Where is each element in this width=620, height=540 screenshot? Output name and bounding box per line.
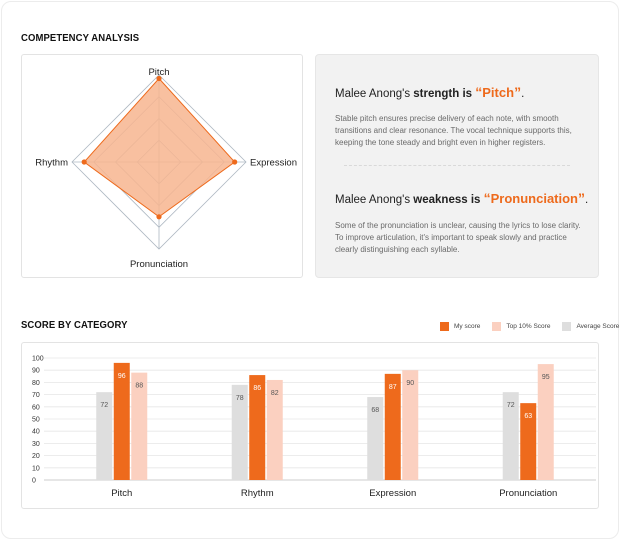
bar-value-top-10-score-rhythm: 82 [270,389,279,397]
strength-headline [335,84,524,100]
y-tick-label-80: 80 [32,379,40,387]
legend-item-top-10-score [492,322,550,331]
y-tick-label-70: 70 [32,392,40,400]
y-tick-label-10: 10 [32,465,40,473]
weakness-keyword: weakness is [413,194,484,206]
bar-group-pronunciation [503,364,554,480]
legend-label-top-10-score: Top 10% Score [506,322,551,330]
bar-value-top-10-score-expression: 90 [406,380,415,388]
legend-label-my-score: My score [454,322,481,330]
strength-open-quote: “ [475,84,483,100]
y-tick-label-0: 0 [32,477,36,485]
radar-point-expression [232,159,237,164]
weakness-open-quote: “ [483,190,491,206]
legend-swatch-top-10-score [492,322,501,331]
legend-item-average-score [562,322,619,331]
radar-chart-card [21,54,303,278]
strength-period: . [521,88,525,100]
bar-group-rhythm [232,375,283,480]
strength-description: Stable pitch ensures precise delivery of each note, with smooth transitions and clear resonance. The vocal technique supports this, keeping the tone steady and bright even in higher registers. [335,114,572,147]
radar-chart [22,55,304,279]
y-tick-label-60: 60 [32,404,40,412]
radar-label-pronunciation: Pronunciation [129,259,189,270]
x-category-label-pronunciation: Pronunciation [499,488,558,499]
bar-value-average-score-expression: 68 [371,407,380,415]
weakness-prefix: Malee Anong's [335,194,414,206]
bar-value-my-score-pitch: 96 [117,372,126,380]
bar-value-my-score-pronunciation: 63 [524,413,533,421]
bar-value-top-10-score-pitch: 88 [135,382,144,390]
radar-label-expression: Expression [250,157,297,169]
strength-highlight: Pitch [482,85,515,100]
strength-close-quote: ” [514,84,522,100]
legend-label-average-score: Average Score [576,322,620,330]
weakness-period: . [585,194,589,206]
weakness-headline [335,190,588,206]
bar-value-my-score-expression: 87 [388,383,397,391]
bar-top-10-score-pronunciation [538,364,554,480]
y-tick-label-50: 50 [32,416,40,424]
strength-keyword: strength is [413,88,476,100]
y-tick-label-40: 40 [32,428,40,436]
x-category-label-expression: Expression [369,488,417,499]
bar-group-pitch [96,363,147,480]
bar-value-average-score-pitch: 72 [100,402,109,410]
x-category-label-rhythm: Rhythm [240,488,274,499]
weakness-close-quote: ” [578,190,585,206]
radar-point-pronunciation [156,214,161,219]
y-tick-label-30: 30 [32,440,40,448]
bar-chart-card [21,342,599,509]
weakness-highlight: Pronunciation [490,191,578,206]
y-tick-label-90: 90 [32,367,40,375]
strength-prefix: Malee Anong's [335,88,414,100]
legend-swatch-average-score [562,322,571,331]
bar-value-average-score-rhythm: 78 [235,394,244,402]
legend-item-my-score [440,322,480,331]
x-category-label-pitch: Pitch [111,488,133,499]
legend-swatch-my-score [440,322,449,331]
competency-analysis-title: COMPETENCY ANALYSIS [21,32,140,45]
bar-value-my-score-rhythm: 86 [253,385,262,393]
chart-legend [440,320,619,332]
y-tick-label-20: 20 [32,453,40,461]
score-by-category-title: SCORE BY CATEGORY [21,319,128,332]
radar-label-pitch: Pitch [148,67,170,78]
bar-chart [22,343,600,510]
weakness-description: Some of the pronunciation is unclear, causing the lyrics to lose clarity. To improve articulation, it's important to speak slowly and practice clearly distinguishing each syllable. [335,221,581,254]
analysis-card [315,54,599,278]
radar-label-rhythm: Rhythm [35,157,68,169]
y-tick-label-100: 100 [32,355,44,363]
bar-my-score-pitch [114,363,130,480]
bar-value-average-score-pronunciation: 72 [506,402,515,410]
radar-point-rhythm [82,159,87,164]
bar-group-expression [367,370,418,480]
analysis-divider [344,165,570,166]
bar-value-top-10-score-pronunciation: 95 [541,374,550,382]
